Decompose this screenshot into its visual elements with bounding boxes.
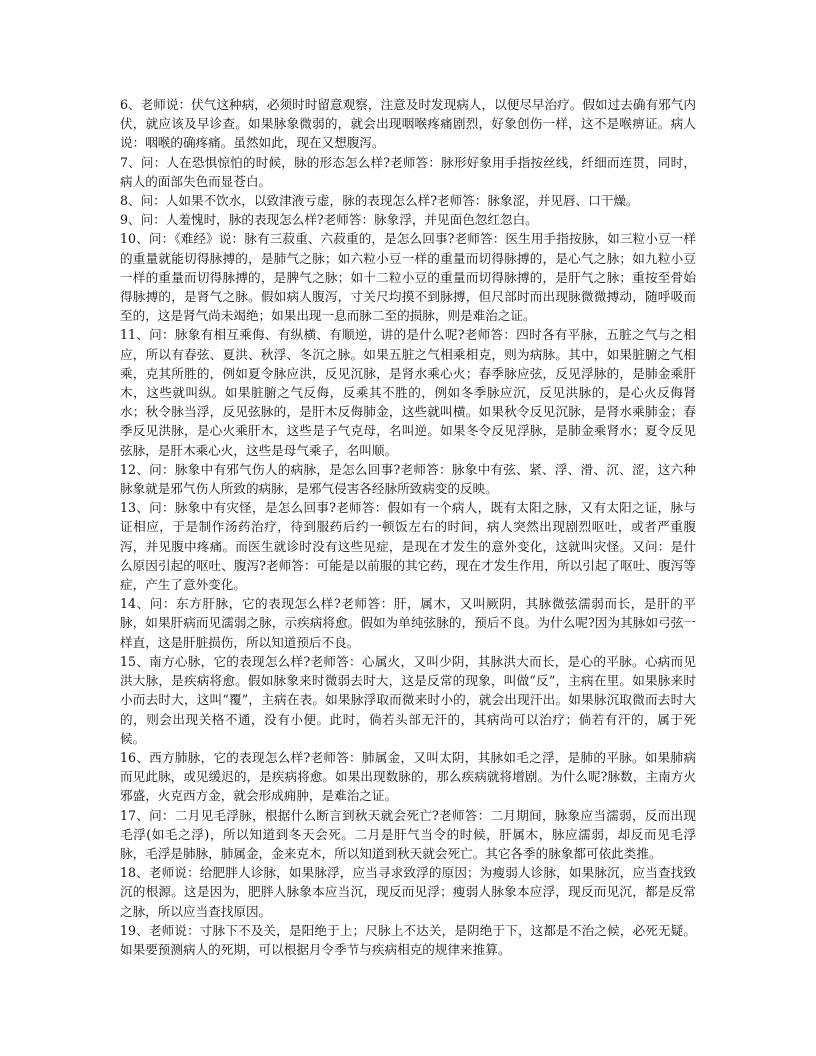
paragraph-10: 10、问：《难经》说：脉有三菽重、六菽重的，是怎么回事?老师答：医生用手指按脉，如三粒小豆一样的重量就能切得脉搏的，是肺气之脉；如六粒小豆一样的重量而切得脉搏的，是心气之脉；如九粒小豆一样的重量而切得脉搏的，是脾气之脉；如十二粒小豆的重量而切得脉搏的，是肝气之脉；重按至骨始得脉搏的，是肾气之脉。假如病人腹泻，寸关尺均摸不到脉搏，但尺部时而出现脉微微搏动，随呼吸而至的，这是肾气尚未竭绝；如果出现一息而脉二至的损脉，则是难治之证。 [120, 231, 696, 324]
paragraph-9: 9、问：人羞愧时，脉的表现怎么样?老师答：脉象浮，并见面色忽红忽白。 [120, 212, 538, 228]
paragraph-14: 14、问：东方肝脉，它的表现怎么样?老师答：肝，属木，又叫厥阴，其脉微弦濡弱而长，是肝的平脉，如果肝病而见濡弱之脉，示疾病将愈。假如为单纯弦脉的，预后不良。为什么呢?因为其脉如弓弦一样直，这是肝脏损伤，所以知道预后不良。 [120, 596, 696, 650]
paragraph-15: 15、南方心脉，它的表现怎么样?老师答：心属火，又叫少阴，其脉洪大而长，是心的平脉。心病而见洪大脉，是疾病将愈。假如脉象来时微弱去时大，这是反常的现象，叫做“反”，主病在里。如果脉来时小而去时大，这叫“覆”，主病在表。如果脉浮取而微来时小的，就会出现汗出。如果脉沉取微而去时大的，则会出现关格不通，没有小便。此时，倘若头部无汗的，其病尚可以治疗；倘若有汗的，属于死候。 [120, 653, 696, 746]
paragraph-19: 19、老师说：寸脉下不及关，是阳绝于上；尺脉上不达关，是阴绝于下，这都是不治之候，必死无疑。如果要预测病人的死期，可以根据月令季节与疾病相克的规律来推算。 [120, 922, 696, 957]
paragraph-16: 16、西方肺脉，它的表现怎么样?老师答：肺属金，又叫太阴，其脉如毛之浮，是肺的平脉。如果肺病而见此脉，或见缓迟的，是疾病将愈。如果出现数脉的，那么疾病就将增剧。为什么呢?脉数，主南方火邪盛，火克西方金，就会形成痈肿，是难治之证。 [120, 749, 696, 804]
paragraph-18: 18、老师说：给肥胖人诊脉，如果脉浮，应当寻求致浮的原因；为瘦弱人诊脉，如果脉沉，应当查找致沉的根源。这是因为，肥胖人脉象本应当沉，现反而见浮；瘦弱人脉象本应浮，现反而见沉，都是反常之脉，所以应当查找原因。 [120, 865, 696, 919]
paragraph-8: 8、问：人如果不饮水，以致津液亏虚，脉的表现怎么样?老师答：脉象涩，并见唇、口干燥。 [120, 193, 639, 209]
paragraph-7: 7、问：人在恐惧惊怕的时候，脉的形态怎么样?老师答：脉形好象用手指按丝线，纤细而连贯，同时，病人的面部失色而显苍白。 [120, 154, 696, 189]
paragraph-13: 13、问：脉象中有灾怪，是怎么回事?老师答：假如有一个病人，既有太阳之脉，又有太阳之证，脉与证相应，于是制作汤药治疗，待到服药后约一顿饭左右的时间，病人突然出现剧烈呕吐，或者严重腹泻，并见腹中疼痛。而医生就诊时没有这些见症，是现在才发生的意外变化，这就叫灾怪。又问：是什么原因引起的呕吐、腹泻?老师答：可能是以前服的其它药，现在才发生作用，所以引起了呕吐、腹泻等症，产生了意外变化。 [120, 500, 696, 593]
paragraph-12: 12、问：脉象中有邪气伤人的病脉，是怎么回事?老师答：脉象中有弦、紧、浮、滑、沉、涩，这六种脉象就是邪气伤人所致的病脉，是邪气侵害各经脉所致病变的反映。 [120, 461, 696, 497]
document-body [120, 95, 696, 959]
paragraph-11: 11、问：脉象有相互乘侮、有纵横、有顺逆，讲的是什么呢?老师答：四时各有平脉，五脏之气与之相应，所以有春弦、夏洪、秋浮、冬沉之脉。如果五脏之气相乘相克，则为病脉。其中，如果脏腑之气相乘，克其所胜的，例如夏令脉应洪，反见沉脉，是肾水乘心火；春季脉应弦，反见浮脉的，是肺金乘肝木，这些就叫纵。如果脏腑之气反侮，反乘其不胜的，例如冬季脉应沉，反见洪脉的，是心火反侮肾水；秋令脉当浮，反见弦脉的，是肝木反侮肺金，这些就叫横。如果秋令反见沉脉，是肾水乘肺金；春季反见洪脉，是心火乘肝木，这些是子气克母，名叫逆。如果冬令反见浮脉，是肺金乘肾水；夏令反见弦脉，是肝木乘心火，这些是母气乘子，名叫顺。 [120, 327, 696, 458]
paragraph-17: 17、问：二月见毛浮脉，根据什么断言到秋天就会死亡?老师答：二月期间，脉象应当濡弱，反而出现毛浮(如毛之浮)，所以知道到冬天会死。二月是肝气当令的时候，肝属木，脉应濡弱，却反而见毛浮脉，毛浮是肺脉，肺属金，金来克木，所以知道到秋天就会死亡。其它各季的脉象都可依此类推。 [120, 807, 696, 861]
paragraph-6: 6、老师说：伏气这种病，必须时时留意观察，注意及时发现病人，以便尽早治疗。假如过去确有邪气内伏，就应该及早诊查。如果脉象微弱的，就会出现咽喉疼痛剧烈，好象创伤一样，这不是喉痹证。病人说：咽喉的确疼痛。虽然如此，现在又想腹泻。 [120, 97, 696, 151]
